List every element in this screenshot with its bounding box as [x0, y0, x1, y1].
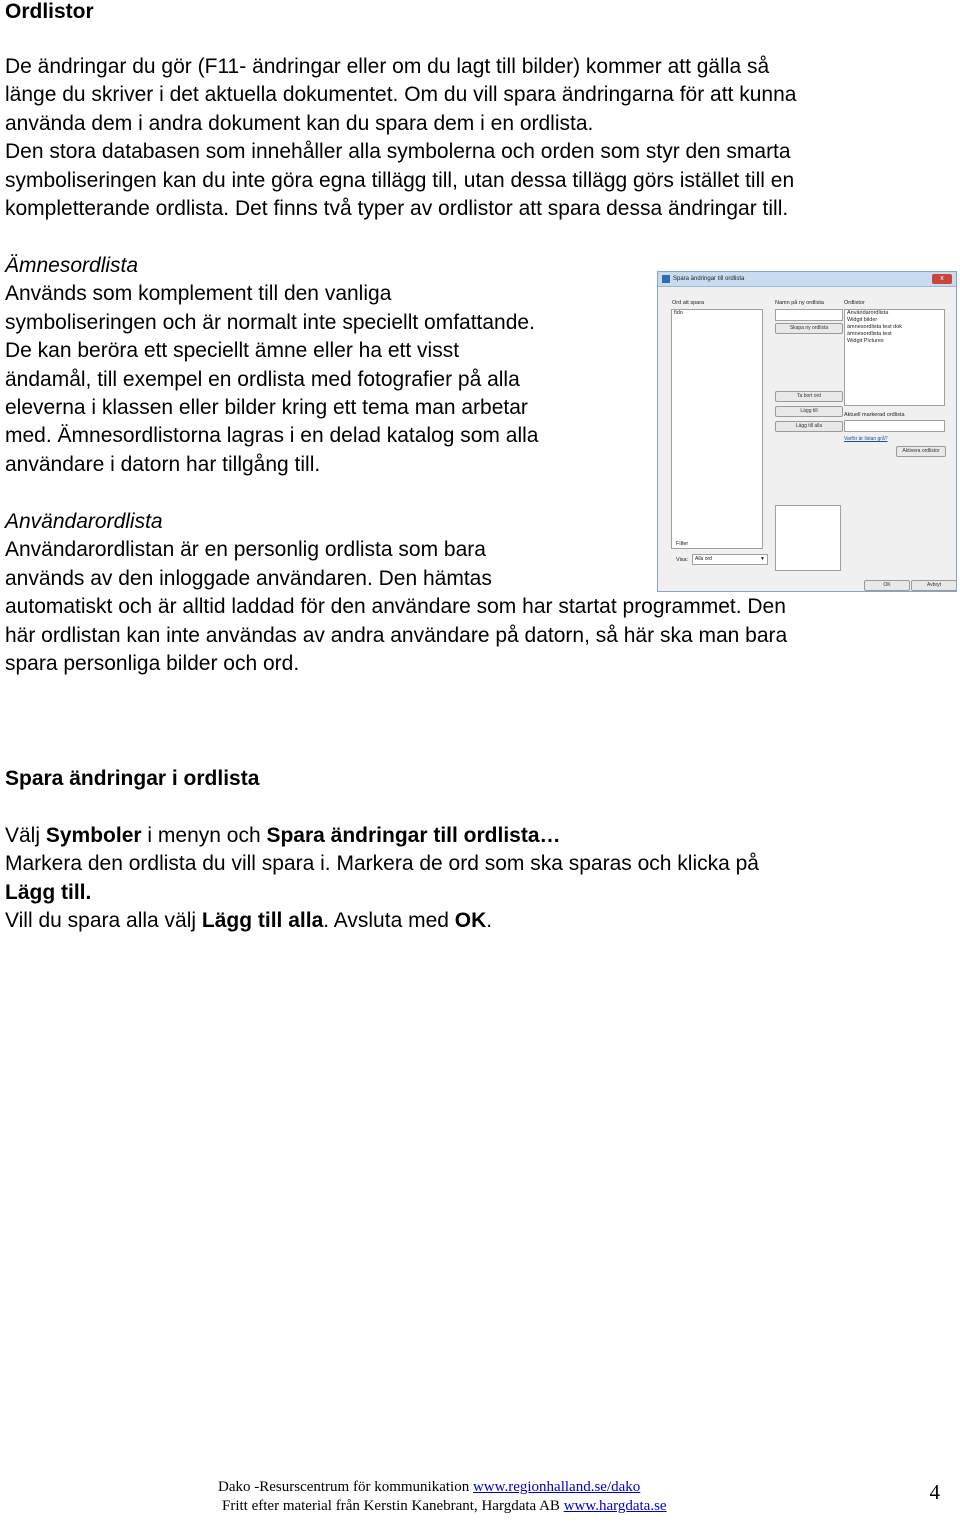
text-line: används av den inloggade användaren. Den hämtas: [5, 566, 492, 590]
words-list[interactable]: [671, 309, 763, 549]
menu-item-name: Spara ändringar till ordlista…: [266, 824, 561, 847]
text: Välj: [5, 824, 46, 847]
instructions-paragraph: [5, 822, 759, 936]
list-item[interactable]: ämnesordlista test: [847, 331, 892, 337]
show-label: Visa:: [676, 557, 689, 563]
button-name: Lägg till.: [5, 880, 92, 904]
text-line: här ordlistan kan inte användas av andra användare på datorn, så här ska man bara: [5, 623, 788, 647]
footer-link[interactable]: www.regionhalland.se/dako: [472, 1479, 641, 1495]
section-heading: Spara ändringar i ordlista: [5, 767, 260, 790]
text-line: De ändringar du gör (F11- ändringar eller om du lagt till bilder) kommer att gälla så: [5, 55, 770, 78]
preview-box: [775, 505, 841, 571]
dialog-screenshot: [657, 271, 957, 592]
footer-line-1: [218, 1478, 640, 1496]
text-line: Användarordlistan är en personlig ordlista som bara: [5, 538, 486, 562]
dialog-title: Spara ändringar till ordlista: [673, 276, 745, 282]
text-line: användare i datorn har tillgång till.: [5, 452, 321, 476]
amnesordlista-section: [5, 252, 538, 479]
ok-button[interactable]: OK: [864, 580, 910, 591]
menu-name: Symboler: [45, 824, 142, 847]
add-all-button[interactable]: Lägg till alla: [775, 421, 843, 432]
footer-link[interactable]: www.hargdata.se: [563, 1498, 667, 1514]
lists-label: Ordlistor: [844, 300, 865, 306]
new-list-label: Namn på ny ordlista: [775, 300, 824, 306]
page-heading: Ordlistor: [5, 0, 94, 23]
text: . Avsluta med: [323, 909, 455, 933]
show-select[interactable]: [692, 554, 768, 565]
text-line: Den stora databasen som innehåller alla symbolerna och orden som styr den smarta: [5, 140, 791, 164]
text-line: spara personliga bilder och ord.: [5, 652, 300, 676]
activate-lists-button[interactable]: Aktivera ordlistor: [896, 446, 946, 457]
list-item[interactable]: Widgit bilder: [847, 317, 878, 323]
add-button[interactable]: Lägg till: [775, 406, 843, 417]
lists-list[interactable]: [844, 309, 945, 406]
page-number: 4: [929, 1480, 940, 1504]
current-list-field: [844, 420, 945, 432]
text-line: länge du skriver i det aktuella dokumentet. Om du vill spara ändringarna för att kunna: [5, 83, 797, 107]
text-line: ändamål, till exempel en ordlista med fotografier på alla: [5, 367, 520, 391]
footer-line-2: [222, 1497, 667, 1515]
words-label: Ord att spara: [672, 300, 705, 306]
intro-paragraph: [5, 53, 796, 223]
instruction-line-2: Markera den ordlista du vill spara i. Markera de ord som ska sparas och klicka på: [5, 852, 759, 876]
list-item[interactable]: Widgit Pictures: [847, 338, 884, 344]
text-line: De kan beröra ett speciellt ämne eller ha ett visst: [5, 339, 460, 363]
text-line: automatiskt och är alltid laddad för den användare som har startat programmet. Den: [5, 595, 786, 619]
remove-word-button[interactable]: Ta bort ord: [775, 391, 843, 402]
chevron-down-icon: ▼: [760, 556, 765, 562]
create-list-button[interactable]: Skapa ny ordlista: [775, 323, 843, 334]
text-line: symboliseringen kan du inte göra egna tillägg till, utan dessa tillägg görs istället till en: [5, 168, 795, 192]
close-icon[interactable]: x: [932, 274, 952, 284]
cancel-button[interactable]: Avbryt: [911, 580, 957, 591]
show-value: Alla ord: [695, 556, 712, 562]
text-line: använda dem i andra dokument kan du spara dem i en ordlista.: [5, 111, 594, 135]
section-title: Användarordlista: [5, 510, 163, 533]
filter-label: Filter: [676, 541, 689, 547]
instruction-line-4: [5, 907, 759, 935]
footer-text: Dako -Resurscentrum för kommunikation: [218, 1479, 473, 1495]
current-list-label: Aktuell markerad ordlista: [844, 412, 905, 418]
text: Vill du spara alla välj: [5, 909, 202, 933]
text-line: med. Ämnesordlistorna lagras i en delad katalog som alla: [5, 424, 539, 448]
text-line: kompletterande ordlista. Det finns två typer av ordlistor att spara dessa ändringar till.: [5, 197, 789, 221]
section-title: Ämnesordlista: [5, 254, 139, 277]
app-icon: [662, 275, 670, 283]
why-grey-link[interactable]: Varför är listan grå?: [844, 436, 888, 442]
list-item[interactable]: ämnesordlista test dok: [847, 324, 903, 330]
text-line: Används som komplement till den vanliga: [5, 282, 392, 306]
button-name: Lägg till alla: [201, 909, 324, 933]
dialog-titlebar: [658, 272, 956, 287]
text: i menyn och: [141, 824, 267, 847]
new-list-name-input[interactable]: [775, 309, 843, 321]
footer-text: Fritt efter material från Kerstin Kanebrant, Hargdata AB: [222, 1498, 564, 1514]
text: .: [486, 909, 493, 933]
text-line: symboliseringen och är normalt inte speciellt omfattande.: [5, 310, 535, 334]
text-line: eleverna i klassen eller bilder kring ett tema man arbetar: [5, 396, 528, 420]
list-item[interactable]: Användarordlista: [847, 310, 889, 316]
button-name: OK: [454, 909, 487, 933]
instruction-line-3: [5, 879, 759, 907]
instruction-line-1: [5, 822, 759, 850]
list-item[interactable]: fido: [674, 310, 683, 316]
